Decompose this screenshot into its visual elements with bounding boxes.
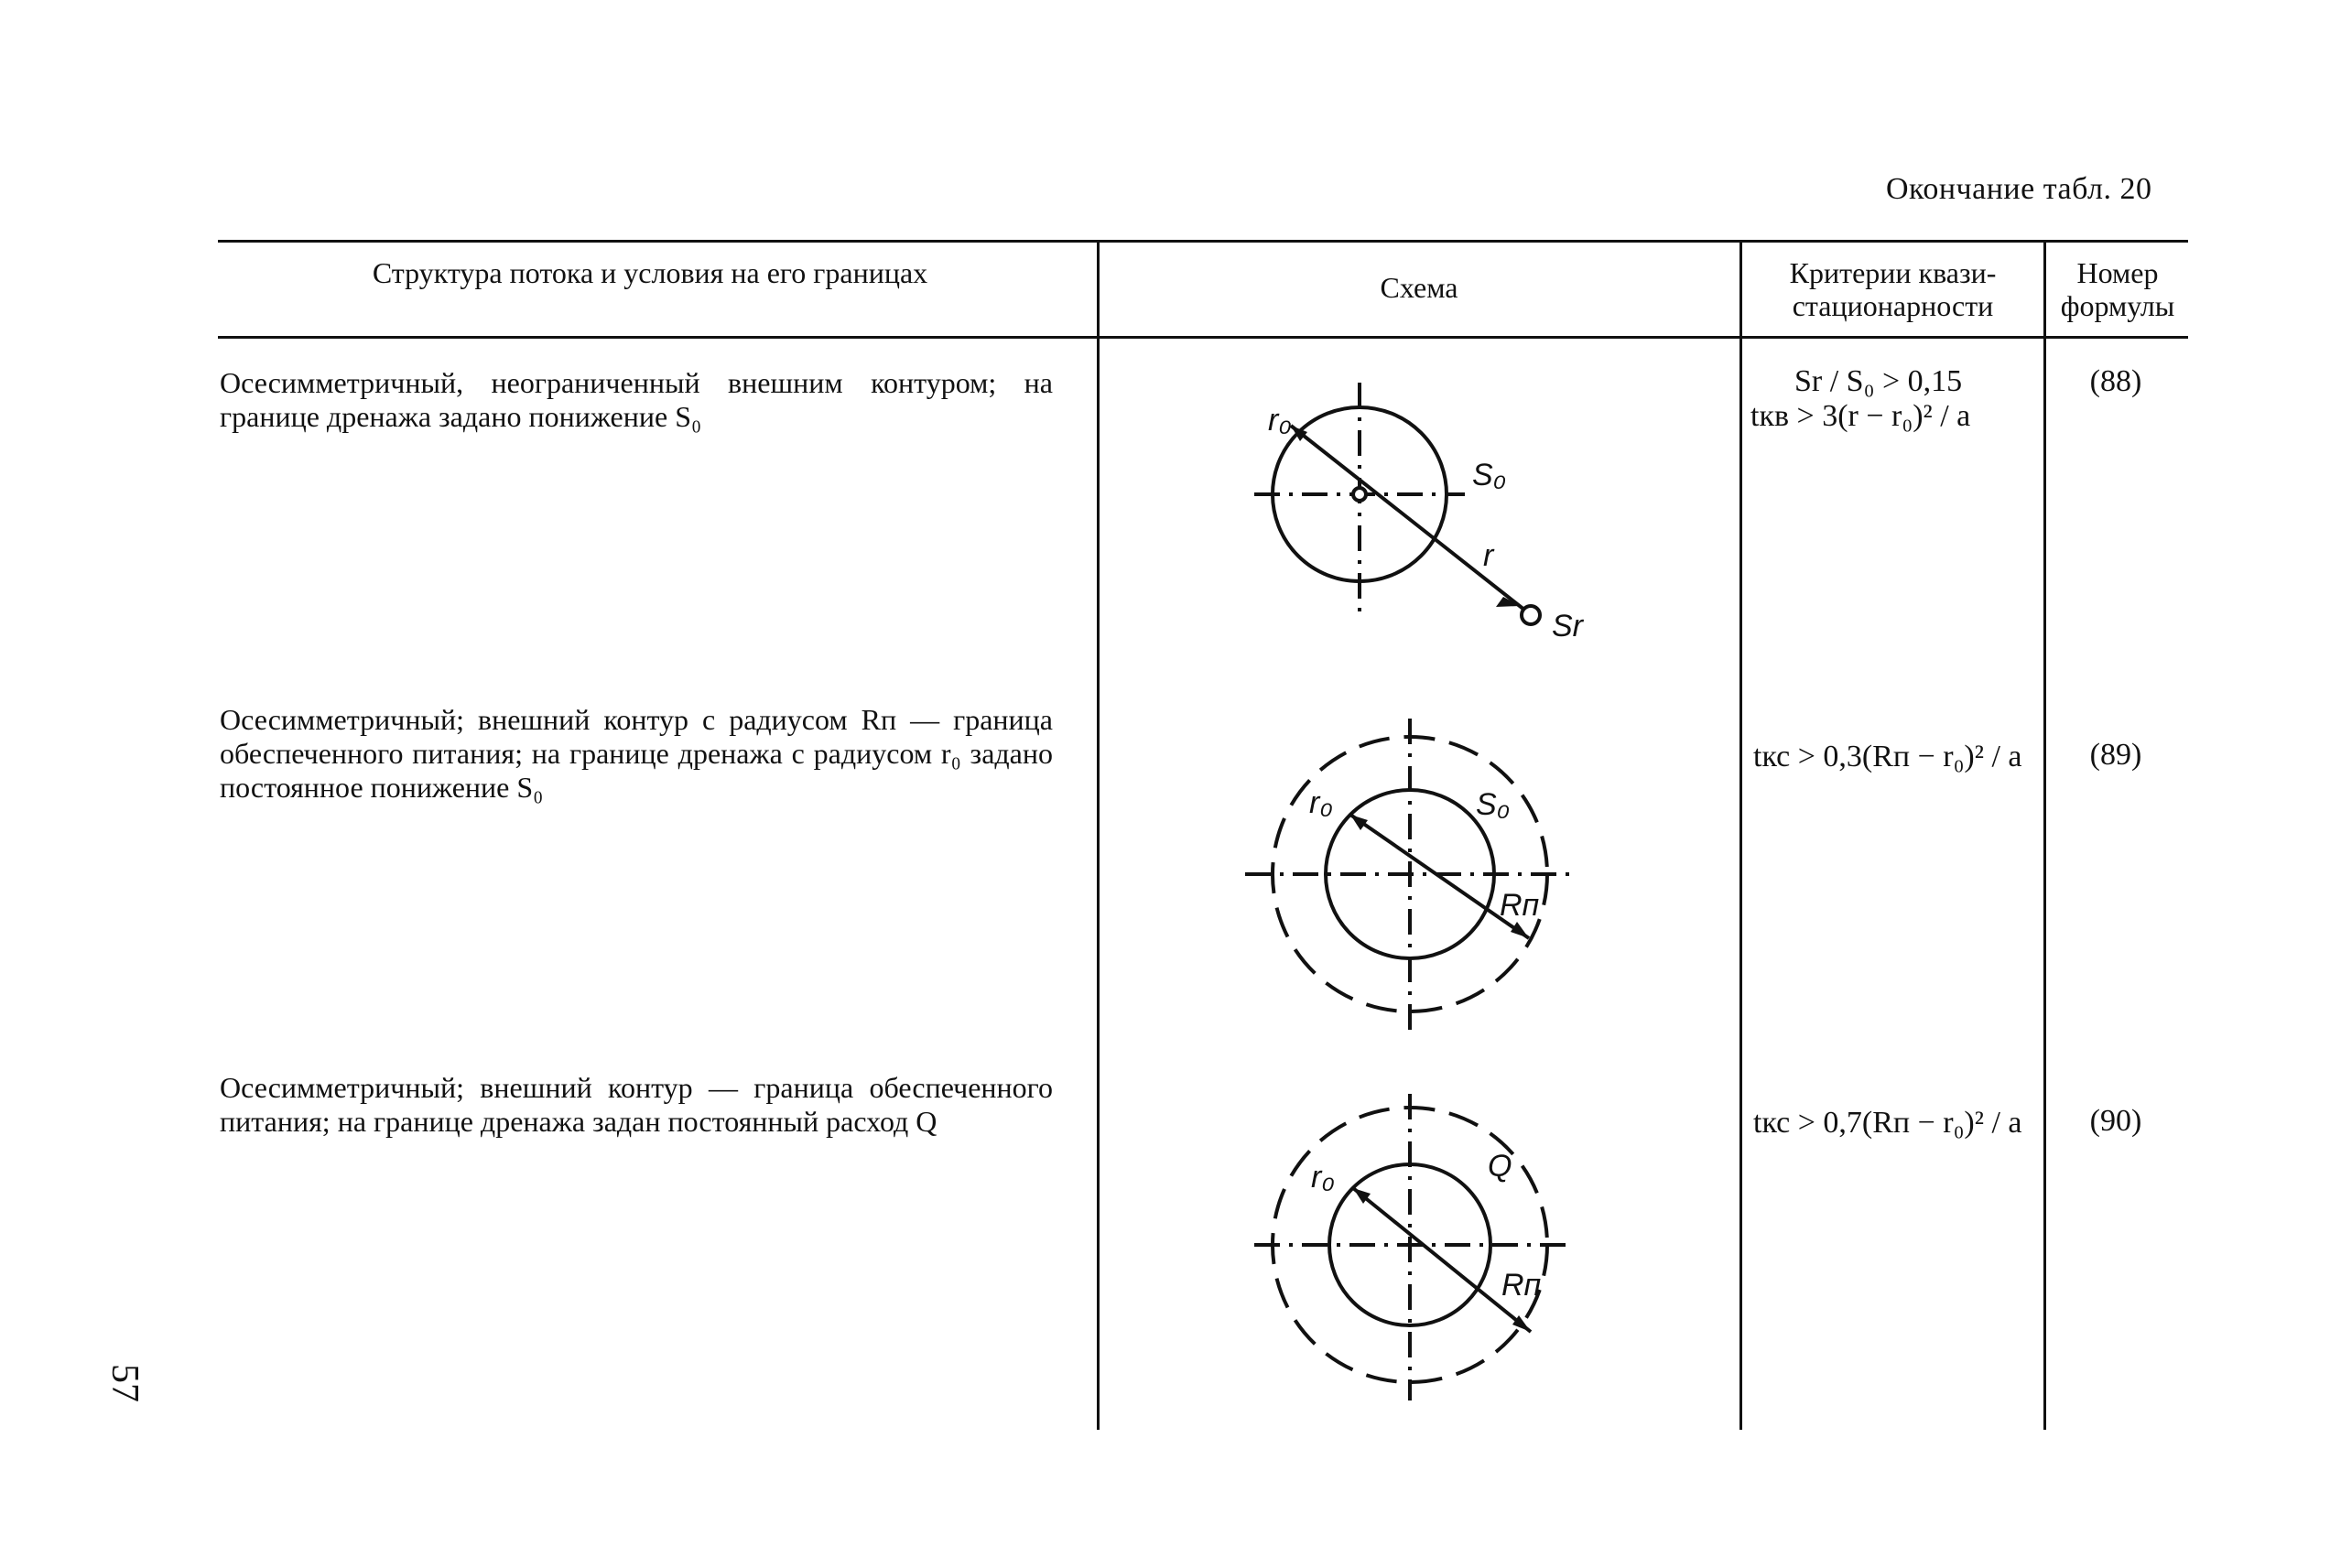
header-bottom-rule (218, 336, 2188, 339)
column-divider-1 (1097, 240, 1100, 1430)
label-rp: Rп (1501, 1268, 1542, 1303)
column-divider-2 (1739, 240, 1742, 1430)
row-90-formula-number: (90) (2089, 1104, 2142, 1138)
label-r0: r₀ (1309, 785, 1333, 820)
row-88-criterion-2: tкв > 3(r − r₀)² / a (1750, 399, 1971, 433)
row-90-criterion: tкс > 0,7(Rп − r₀)² / a (1753, 1106, 2022, 1140)
row-89-description: Осесимметричный; внешний контур с радиусом Rп — граница обеспеченного питания; на границе дренажа с радиусом r₀ задано постоянное понижение S₀ (220, 703, 1053, 804)
row-88-formula-number: (88) (2089, 364, 2142, 398)
scheme-88-diagram (1218, 366, 1630, 668)
table-top-rule (218, 240, 2188, 243)
page-number: 57 (103, 1364, 146, 1402)
label-r: r (1483, 538, 1494, 573)
radius-line (1291, 426, 1529, 613)
table-caption: Окончание табл. 20 (1886, 172, 2152, 206)
column-divider-3 (2043, 240, 2046, 1430)
row-88-criterion-1: Sr / S₀ > 0,15 (1794, 364, 1963, 398)
row-89-formula-number: (89) (2089, 738, 2142, 772)
label-r0: r₀ (1311, 1160, 1335, 1195)
scheme-89-diagram (1236, 714, 1584, 1044)
row-89-criterion: tкс > 0,3(Rп − r₀)² / a (1753, 740, 2022, 773)
row-88-description: Осесимметричный, неограниченный внешним контуром; на границе дренажа задано понижение S₀ (220, 366, 1053, 433)
observation-point (1522, 606, 1540, 624)
header-structure: Структура потока и условия на его границах (372, 256, 928, 289)
header-formula-number: Номер формулы (2060, 256, 2175, 322)
label-q: Q (1488, 1149, 1512, 1184)
scheme-90-diagram (1236, 1085, 1584, 1414)
label-s0: S₀ (1472, 458, 1507, 492)
label-s0: S₀ (1476, 787, 1511, 822)
label-sr: Sr (1552, 609, 1583, 643)
header-scheme: Схема (1380, 271, 1458, 304)
label-r0: r₀ (1268, 403, 1292, 438)
header-criteria: Критерии квази-стационарности (1789, 256, 1997, 322)
arrow-head-r0 (1350, 815, 1368, 830)
label-rp: Rп (1500, 888, 1540, 923)
arrow-head-rp (1511, 922, 1529, 938)
center-point (1353, 488, 1366, 501)
row-90-description: Осесимметричный; внешний контур — граница обеспеченного питания; на границе дренажа задан постоянный расход Q (220, 1071, 1053, 1138)
radius-line (1353, 1188, 1531, 1332)
